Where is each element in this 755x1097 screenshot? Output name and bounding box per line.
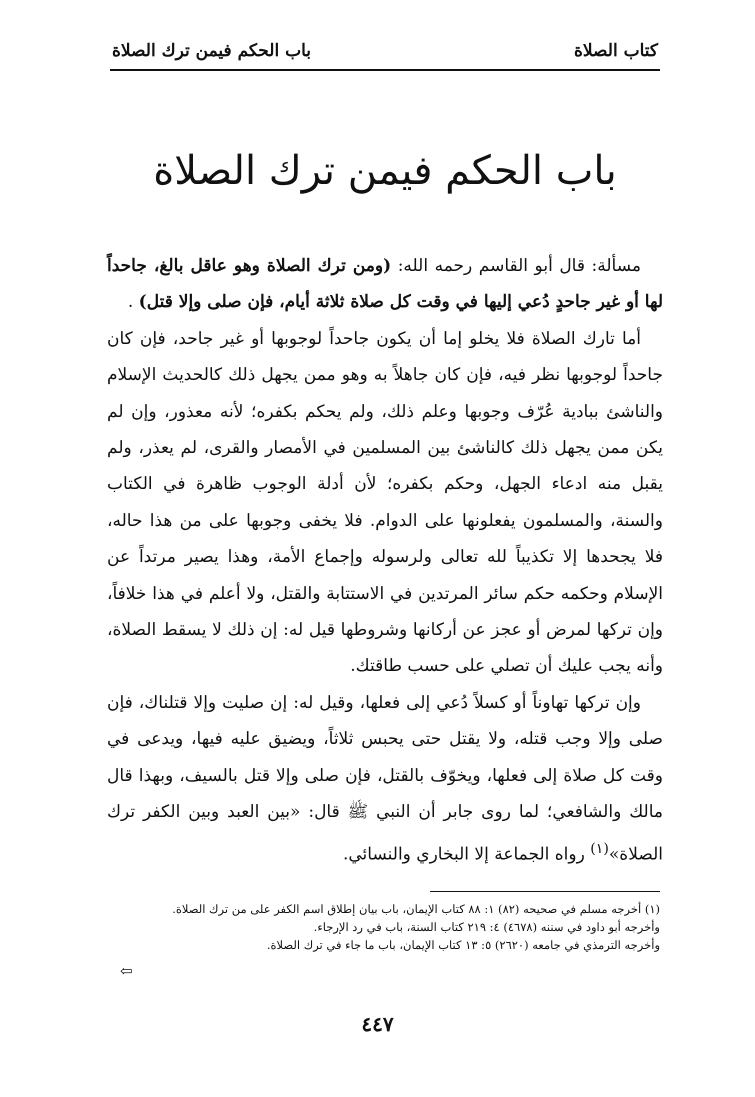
main-text [107, 248, 663, 873]
continue-arrow-icon: ⇦ [120, 962, 133, 980]
footnote-line: وأخرجه أبو داود في سننه (٤٦٧٨) ٤: ٢١٩ كتاب السنة، باب في رد الإرجاء. [313, 920, 660, 934]
page-number: ٤٤٧ [361, 1012, 394, 1036]
paragraph-rejection: أما تارك الصلاة فلا يخلو إما أن يكون جاحداً لوجوبها أو غير جاحد، فإن كان جاحداً لوجوبها نظر فيه، فإن كان جاهلاً به وهو ممن يجهل ذلك كالحديث الإسلام والناشئ ببادية عُرّف وجوبها وعلم ذلك، ولم يحكم بكفره؛ لأنه معذور، وإن لم يكن ممن يجهل ذلك كالناشئ بين المسلمين في الأمصار والقرى، لم يعذر، ولم يقبل منه ادعاء الجهل، وحكم بكفره؛ لأن أدلة الوجوب ظاهرة في الكتاب والسنة، والمسلمون يفعلونها على الدوام. فلا يخفى وجوبها على من هذا حاله، فلا يجحدها إلا تكذيباً لله تعالى ولرسوله وإجماع الأمة، وهذا يصير مرتداً عن الإسلام وحكمه حكم سائر المرتدين في الاستتابة والقتل، ولا أعلم في هذا خلافاً، وإن تركها لمرض أو عجز عن أركانها وشروطها قيل له: إن ذلك لا يسقط الصلاة، وأنه يجب عليك أن تصلي على حسب طاقتك. [107, 328, 664, 677]
issue-statement: (ومن ترك الصلاة وهو عاقل بالغ، جاحداً لها أو غير جاحدٍ دُعي إليها في وقت كل صلاة ثلاثة أيام، فإن صلى وإلا قتل) [107, 256, 663, 313]
issue-paragraph [107, 248, 663, 321]
header-book-title: كتاب الصلاة [573, 41, 658, 61]
paragraph-negligence-end: رواه الجماعة إلا البخاري والنسائي. [342, 844, 591, 865]
footnote-line: وأخرجه الترمذي في جامعه (٢٦٢٠) ٥: ١٣ كتاب الإيمان، باب ما جاء في ترك الصلاة. [266, 938, 660, 952]
header-divider [110, 69, 660, 71]
chapter-heading: باب الحكم فيمن ترك الصلاة [153, 148, 617, 194]
footnote-reference[interactable]: (١) [590, 840, 609, 857]
footnotes [110, 900, 660, 954]
footnote-divider [430, 891, 660, 892]
issue-end: . [127, 292, 139, 313]
paragraph-negligence [107, 685, 663, 873]
footnote-line: (١) أخرجه مسلم في صحيحه (٨٢) ١: ٨٨ كتاب الإيمان، باب بيان إطلاق اسم الكفر على من ترك الصلاة. [172, 902, 660, 916]
issue-intro: مسألة: قال أبو القاسم رحمه الله: [391, 256, 641, 276]
paragraph-negligence-text: وإن تركها تهاوناً أو كسلاً دُعي إلى فعلها، وقيل له: إن صليت وإلا قتلناك، فإن صلى وإلا وجب قتله، ولا يقتل حتى يحبس ثلاثاً، ويضيق عليه فيها، ويدعى في وقت كل صلاة إلى فعلها، ويخوّف بالقتل، فإن صلى وإلا قتل بالسيف، وبهذا قال مالك والشافعي؛ لما روى جابر أن النبي ﷺ قال: «بين العبد وبين الكفر ترك الصلاة» [107, 692, 663, 865]
header-chapter-title: باب الحكم فيمن ترك الصلاة [112, 41, 312, 61]
running-header [112, 38, 658, 64]
